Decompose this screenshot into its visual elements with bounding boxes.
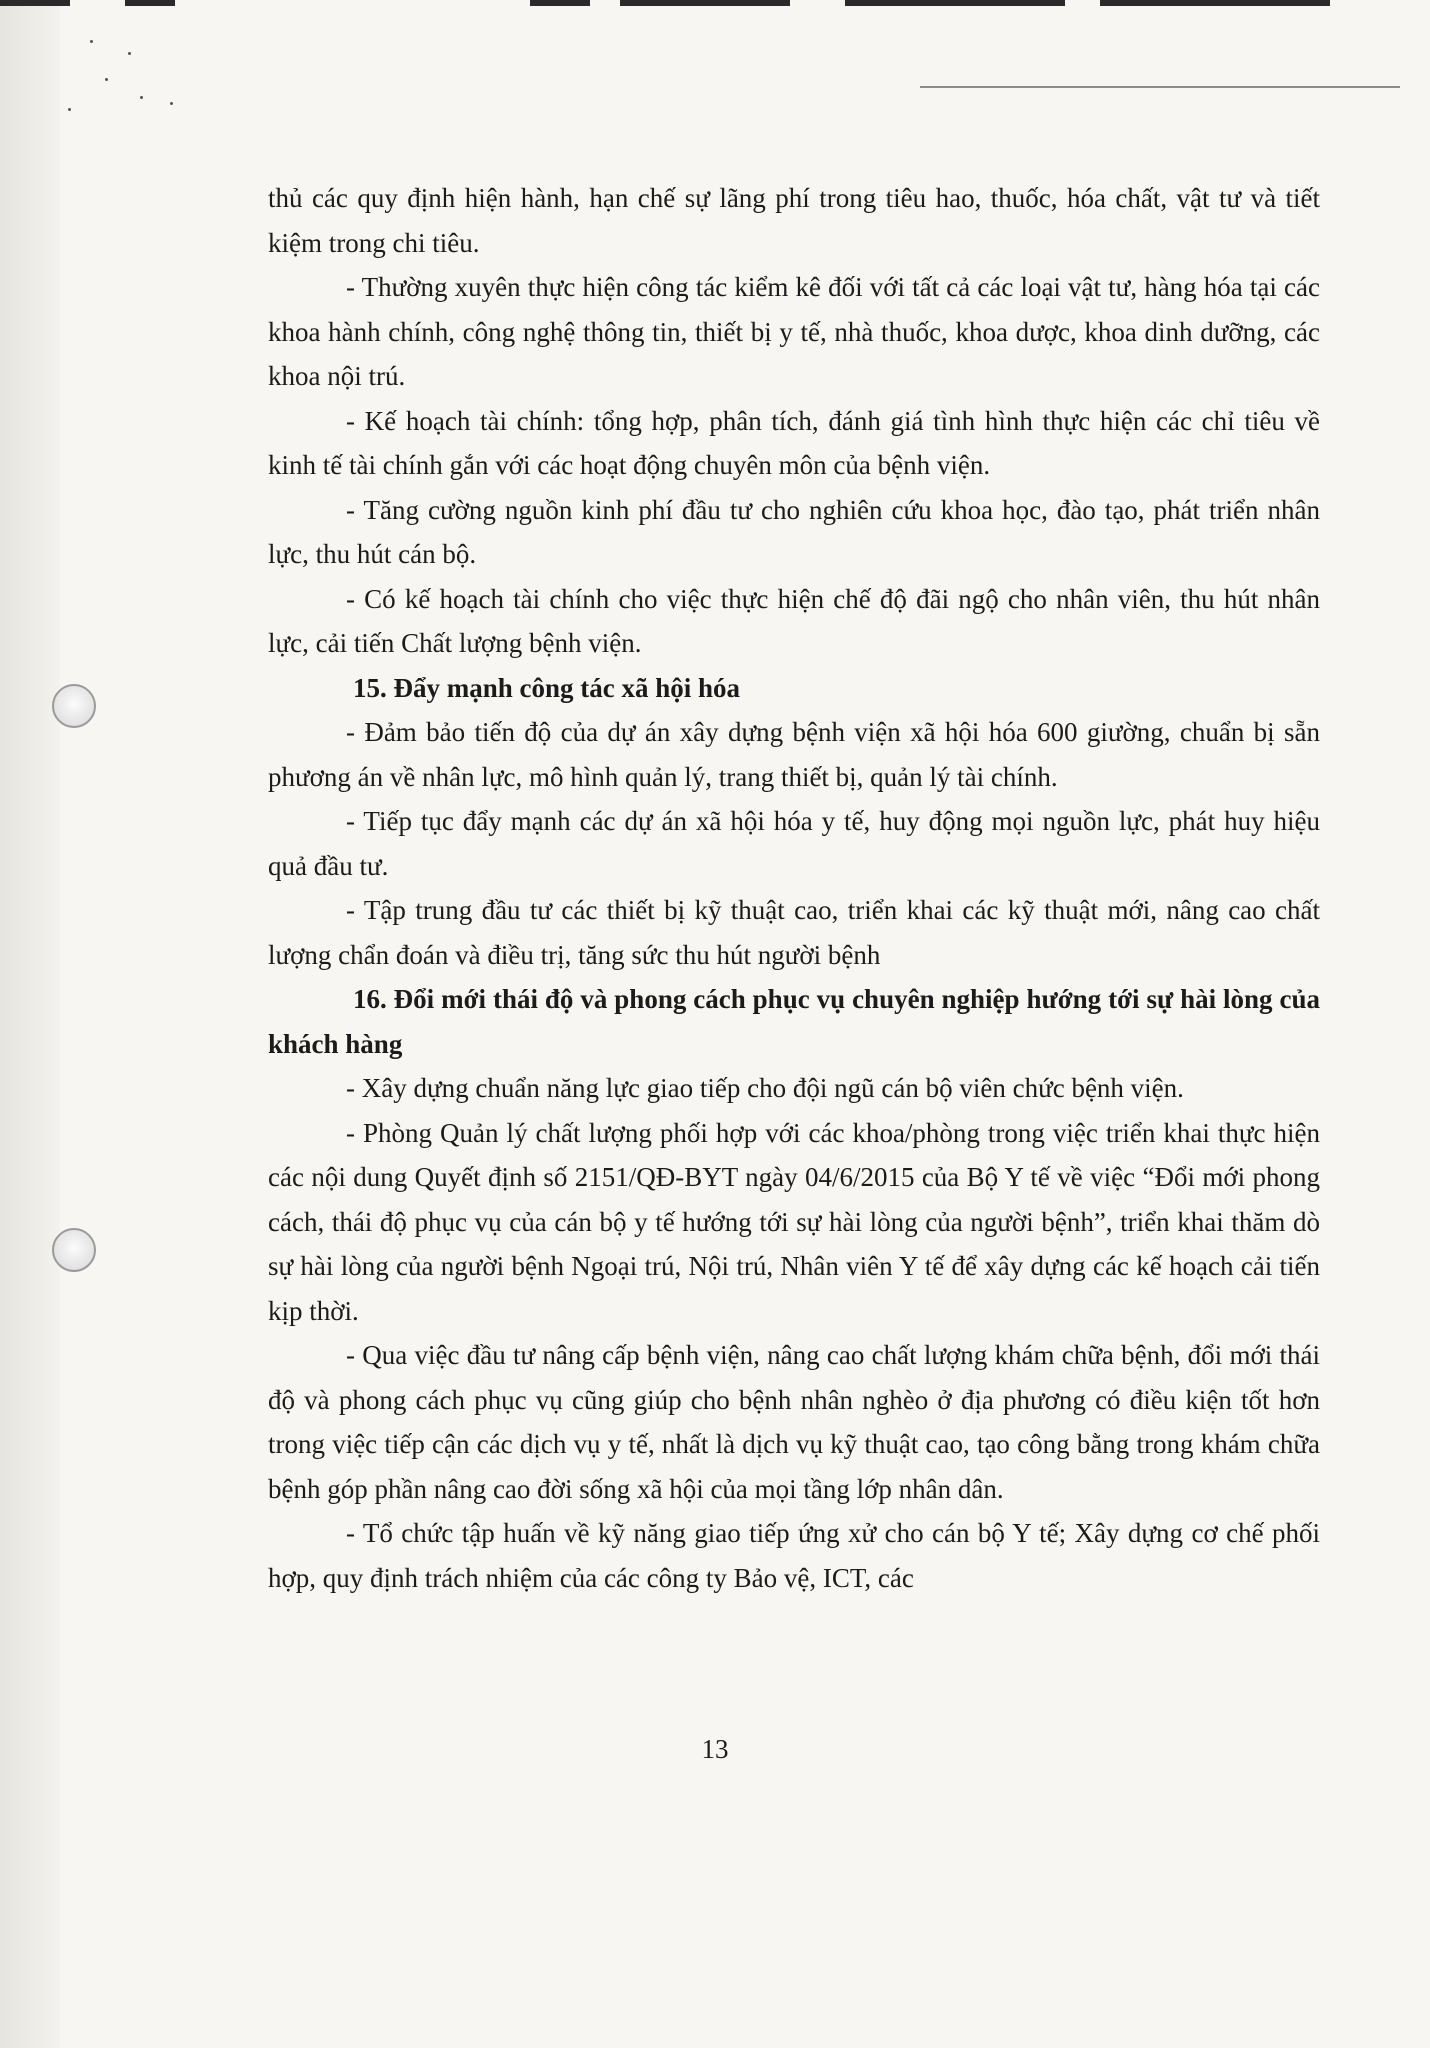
paragraph: - Tiếp tục đẩy mạnh các dự án xã hội hóa y tế, huy động mọi nguồn lực, phát huy hiệu quả đầu tư. bbox=[268, 806, 1320, 881]
scan-top-bar bbox=[0, 0, 70, 6]
scan-speck bbox=[128, 52, 131, 55]
paragraph: - Qua việc đầu tư nâng cấp bệnh viện, nâng cao chất lượng khám chữa bệnh, đổi mới thái độ và phong cách phục vụ cũng giúp cho bệnh nhân nghèo ở địa phương có điều kiện tốt hơn trong việc tiếp cận các dịch vụ y tế, nhất là dịch vụ kỹ thuật cao, tạo công bằng trong khám chữa bệnh góp phần nâng cao đời sống xã hội của mọi tầng lớp nhân dân. bbox=[268, 1340, 1320, 1504]
paragraph: - Thường xuyên thực hiện công tác kiểm kê đối với tất cả các loại vật tư, hàng hóa tại các khoa hành chính, công nghệ thông tin, thiết bị y tế, nhà thuốc, khoa dược, khoa dinh dưỡng, các khoa nội trú. bbox=[268, 272, 1320, 391]
scan-top-bar bbox=[845, 0, 1065, 6]
header-rule bbox=[920, 86, 1400, 88]
section-heading: 16. Đổi mới thái độ và phong cách phục vụ chuyên nghiệp hướng tới sự hài lòng của khách hàng bbox=[268, 984, 1320, 1059]
paragraph: thủ các quy định hiện hành, hạn chế sự lãng phí trong tiêu hao, thuốc, hóa chất, vật tư và tiết kiệm trong chi tiêu. bbox=[268, 183, 1320, 258]
scan-speck bbox=[90, 40, 93, 43]
paragraph: - Tổ chức tập huấn về kỹ năng giao tiếp ứng xử cho cán bộ Y tế; Xây dựng cơ chế phối hợp, quy định trách nhiệm của các công ty Bảo vệ, ICT, các bbox=[268, 1518, 1320, 1593]
scan-top-bar bbox=[530, 0, 590, 6]
paragraph: - Tăng cường nguồn kinh phí đầu tư cho nghiên cứu khoa học, đào tạo, phát triển nhân lực, thu hút cán bộ. bbox=[268, 494, 1320, 569]
scan-speck bbox=[170, 102, 173, 105]
scan-top-bar bbox=[620, 0, 790, 6]
paragraph: - Xây dựng chuẩn năng lực giao tiếp cho đội ngũ cán bộ viên chức bệnh viện. bbox=[346, 1073, 1184, 1103]
punch-hole bbox=[52, 684, 96, 728]
scan-speck bbox=[68, 108, 71, 111]
paragraph: - Đảm bảo tiến độ của dự án xây dựng bệnh viện xã hội hóa 600 giường, chuẩn bị sẵn phương án về nhân lực, mô hình quản lý, trang thiết bị, quản lý tài chính. bbox=[268, 717, 1320, 792]
document-body bbox=[268, 176, 1320, 1600]
page-number: 13 bbox=[701, 1734, 729, 1764]
paragraph: - Có kế hoạch tài chính cho việc thực hiện chế độ đãi ngộ cho nhân viên, thu hút nhân lực, cải tiến Chất lượng bệnh viện. bbox=[268, 583, 1320, 658]
punch-hole bbox=[52, 1228, 96, 1272]
scan-top-bar bbox=[1100, 0, 1330, 6]
paragraph: - Phòng Quản lý chất lượng phối hợp với các khoa/phòng trong việc triển khai thực hiện các nội dung Quyết định số 2151/QĐ-BYT ngày 04/6/2015 của Bộ Y tế về việc “Đổi mới phong cách, thái độ phục vụ của cán bộ y tế hướng tới sự hài lòng của người bệnh”, triển khai thăm dò sự hài lòng của người bệnh Ngoại trú, Nội trú, Nhân viên Y tế để xây dựng các kế hoạch cải tiến kịp thời. bbox=[268, 1117, 1320, 1326]
scan-top-bar bbox=[125, 0, 175, 6]
paragraph: - Kế hoạch tài chính: tổng hợp, phân tích, đánh giá tình hình thực hiện các chỉ tiêu về kinh tế tài chính gắn với các hoạt động chuyên môn của bệnh viện. bbox=[268, 405, 1320, 480]
section-heading: 15. Đẩy mạnh công tác xã hội hóa bbox=[353, 672, 741, 703]
scan-speck bbox=[105, 78, 108, 81]
paragraph: - Tập trung đầu tư các thiết bị kỹ thuật cao, triển khai các kỹ thuật mới, nâng cao chất lượng chẩn đoán và điều trị, tăng sức thu hút người bệnh bbox=[268, 895, 1320, 970]
scan-speck bbox=[140, 96, 143, 99]
